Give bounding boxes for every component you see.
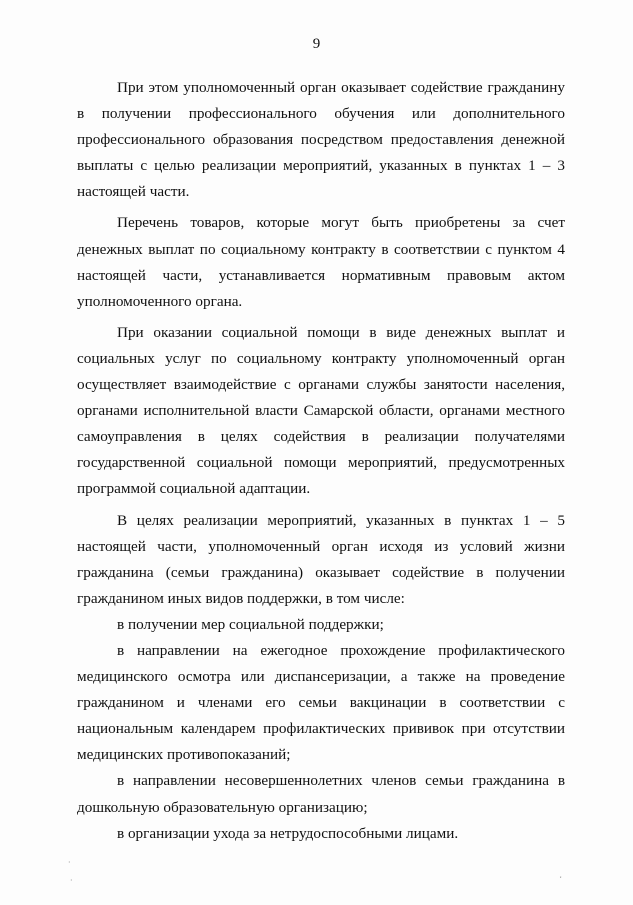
scan-speck-right: ⸼ [560, 869, 562, 878]
paragraph-goods-list: Перечень товаров, которые могут быть приобретены за счет денежных выплат по социальному контракту в соответствии с пунктом 4 настоящей части, устанавливается нормативным правовым актом уполномоченного органа. [77, 214, 565, 310]
paragraph-other-support: В целях реализации мероприятий, указанных в пунктах 1 – 5 настоящей части, уполномоченный орган исходя из условий жизни гражданина (семьи гражданина) оказывает содействие в получении гражданином иных видов поддержки, в том числе: [77, 511, 565, 607]
scan-speck-left: · [68, 858, 71, 867]
paragraph-interaction: При оказании социальной помощи в виде денежных выплат и социальных услуг по социальному контракту уполномоченный орган осуществляет взаимодействие с органами службы занятости населения, органами исполнительной власти Самарской области, органами местного самоуправления в целях содействия в реализации получателями государственной социальной помощи мероприятий, предусмотренных программой социальной адаптации. [77, 323, 565, 498]
list-item-medical-exam: в направлении на ежегодное прохождение профилактического медицинского осмотра или диспансеризации, а также на проведение гражданином и членами его семьи вакцинации в соответствии с национальным календарем профилактических прививок при отсутствии медицинских противопоказаний; [77, 641, 565, 764]
paragraph-training-assistance: При этом уполномоченный орган оказывает содействие гражданину в получении профессионального обучения или дополнительного профессионального образования посредством предоставления денежной выплаты с целью реализации мероприятий, указанных в пунктах 1 – 3 настоящей части. [77, 79, 565, 201]
list-item-social-support: в получении мер социальной поддержки; [117, 615, 384, 633]
scan-speck-left-2: · [70, 876, 73, 885]
list-item-care: в организации ухода за нетрудоспособными лицами. [117, 824, 459, 842]
document-body [77, 75, 565, 847]
list-item-preschool: в направлении несовершеннолетних членов семьи гражданина в дошкольную образовательную организацию; [77, 772, 565, 816]
page-number: 9 [312, 36, 321, 52]
